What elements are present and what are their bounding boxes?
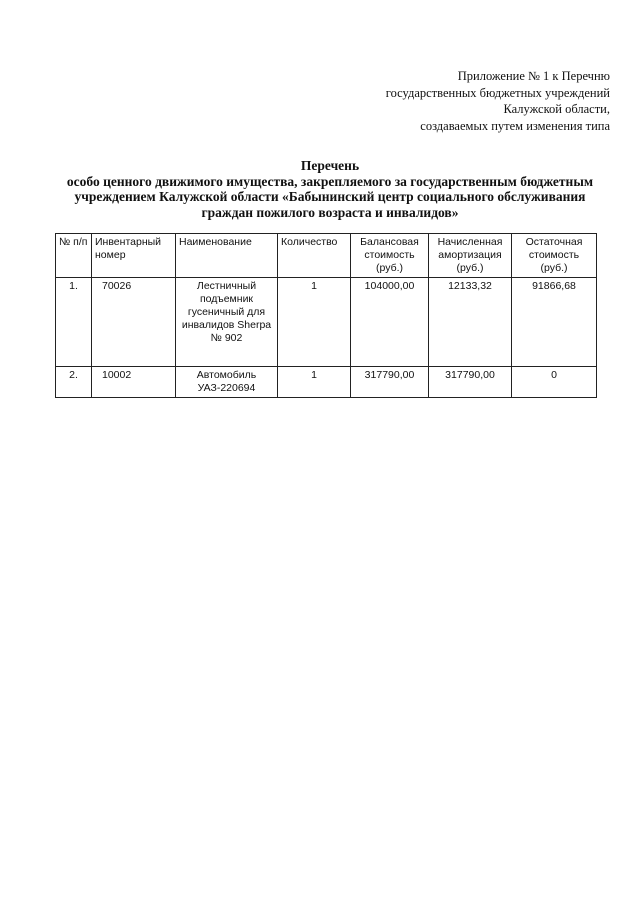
title-line: учреждением Калужской области «Бабынинский центр социального обслуживания — [74, 189, 586, 204]
header-quantity: Количество — [278, 234, 351, 278]
appendix-note — [310, 68, 610, 134]
title-line: особо ценного движимого имущества, закрепляемого за государственным бюджетным — [66, 173, 594, 189]
cell-quantity: 1 — [278, 278, 351, 367]
appendix-line: Приложение № 1 к Перечню — [457, 69, 610, 83]
appendix-line: создаваемых путем изменения типа — [420, 118, 610, 133]
cell-number: 1. — [56, 278, 92, 367]
cell-residual-value: 0 — [512, 367, 597, 398]
property-table — [55, 233, 597, 398]
cell-inventory-number: 10002 — [92, 367, 176, 398]
table-header-row — [56, 234, 597, 278]
table-row — [56, 367, 597, 398]
cell-balance-value: 317790,00 — [351, 367, 429, 398]
cell-name: Автомобиль УАЗ-220694 — [176, 367, 278, 398]
header-depreciation: Начисленная амортизация (руб.) — [429, 234, 512, 278]
header-residual-value: Остаточная стоимость (руб.) — [512, 234, 597, 278]
table-row — [56, 278, 597, 367]
cell-number: 2. — [56, 367, 92, 398]
cell-quantity: 1 — [278, 367, 351, 398]
cell-depreciation: 12133,32 — [429, 278, 512, 367]
header-inventory-number: Инвентарный номер — [92, 234, 176, 278]
cell-depreciation: 317790,00 — [429, 367, 512, 398]
header-number: № п/п — [56, 234, 92, 278]
title-heading: Перечень — [300, 158, 360, 173]
title-line: граждан пожилого возраста и инвалидов» — [201, 204, 459, 220]
appendix-line: Калужской области, — [503, 102, 610, 116]
cell-name: Лестничный подъемник гусеничный для инвалидов Sherpa № 902 — [176, 278, 278, 367]
header-balance-value: Балансовая стоимость (руб.) — [351, 234, 429, 278]
cell-balance-value: 104000,00 — [351, 278, 429, 367]
header-name: Наименование — [176, 234, 278, 278]
document-title — [40, 158, 620, 220]
appendix-line: государственных бюджетных учреждений — [385, 85, 610, 100]
cell-inventory-number: 70026 — [92, 278, 176, 367]
cell-residual-value: 91866,68 — [512, 278, 597, 367]
